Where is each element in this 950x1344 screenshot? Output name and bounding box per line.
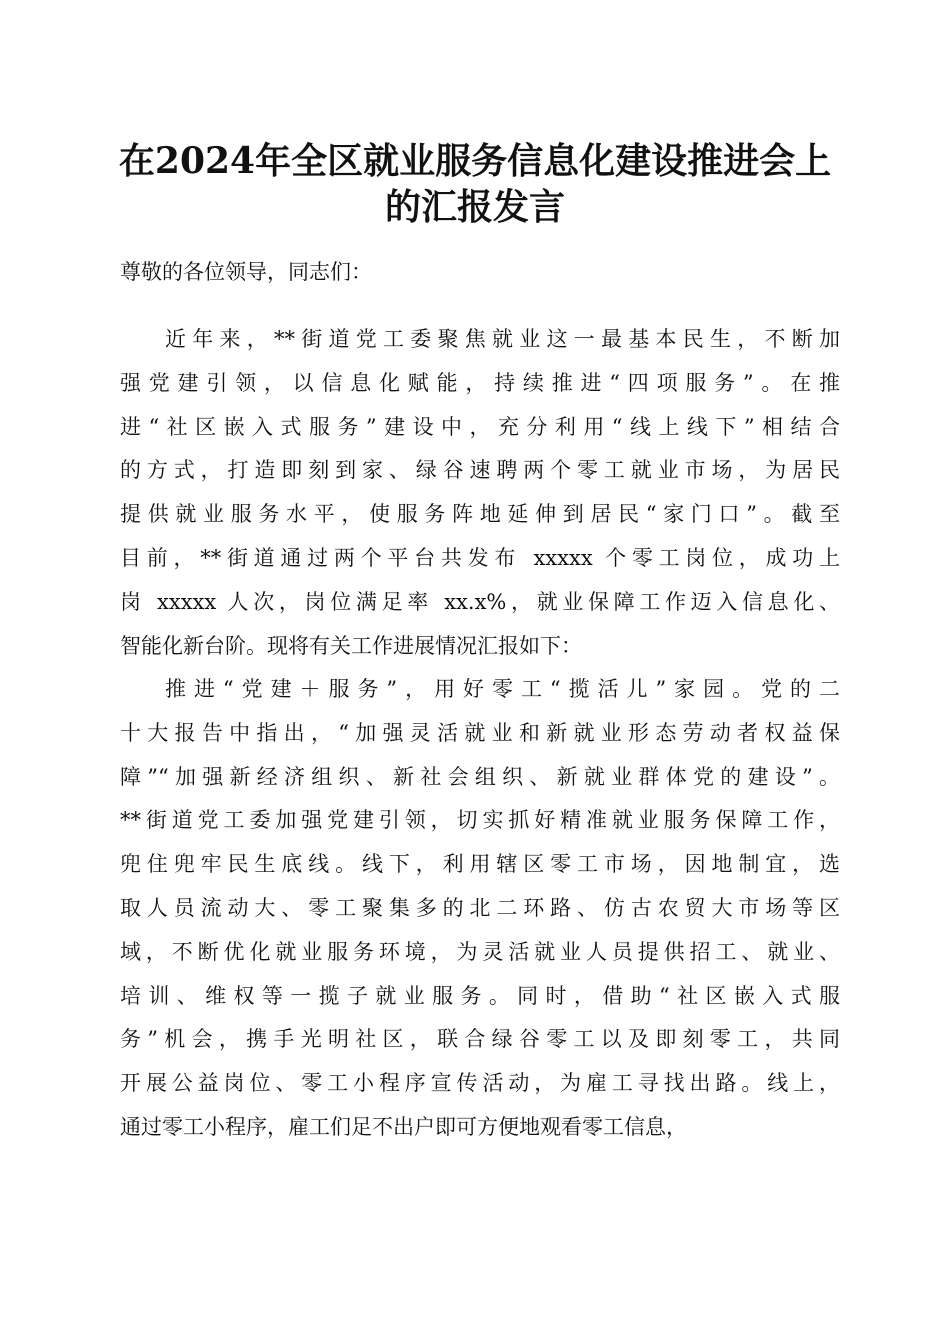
paragraph-line: **街道党工委加强党建引领，切实抓好精准就业服务保障工作， [120,808,840,833]
salutation: 尊敬的各位领导，同志们： [120,260,372,284]
paragraph-line: 近年来，**街道党工委聚焦就业这一最基本民生，不断加 [165,327,840,351]
paragraph-line: 岗 xxxxx 人次，岗位满足率 xx.x%，就业保障工作迈入信息化、 [120,589,840,614]
paragraph-line: 培训、维权等一揽子就业服务。同时，借助“社区嵌入式服 [120,983,840,1008]
paragraph-line: 智能化新台阶。现将有关工作进展情况汇报如下： [120,633,582,658]
paragraph-line: 通过零工小程序，雇工们足不出户即可方便地观看零工信息， [120,1114,687,1139]
paragraph-line: 障”“加强新经济组织、新社会组织、新就业群体党的建设”。 [120,764,840,789]
document-title-line-2: 的汇报发言 [384,186,565,228]
paragraph-line: 推进“党建＋服务”，用好零工“揽活儿”家园。党的二 [165,677,840,701]
paragraph-line: 开展公益岗位、零工小程序宣传活动，为雇工寻找出路。线上， [120,1071,840,1096]
paragraph-line: 强党建引领，以信息化赋能，持续推进“四项服务”。在推 [120,370,840,395]
paragraph-line: 的方式，打造即刻到家、绿谷速聘两个零工就业市场，为居民 [120,458,840,483]
paragraph-2 [120,668,840,1150]
paragraph-line: 务”机会，携手光明社区，联合绿谷零工以及即刻零工，共同 [120,1027,840,1052]
paragraph-line: 目前，**街道通过两个平台共发布 xxxxx 个零工岗位，成功上 [120,545,840,570]
paragraph-line: 取人员流动大、零工聚集多的北二环路、仿古农贸大市场等区 [120,895,840,920]
paragraph-line: 提供就业服务水平，使服务阵地延伸到居民“家门口”。截至 [120,502,840,527]
paragraph-line: 兜住兜牢民生底线。线下，利用辖区零工市场，因地制宜，选 [120,852,840,877]
paragraph-line: 进“社区嵌入式服务”建设中，充分利用“线上线下”相结合 [120,414,840,439]
document-title-line-1: 在2024年全区就业服务信息化建设推进会上 [118,140,832,182]
paragraph-line: 域，不断优化就业服务环境，为灵活就业人员提供招工、就业、 [120,939,840,964]
paragraph-line: 十大报告中指出，“加强灵活就业和新就业形态劳动者权益保 [120,720,840,745]
paragraph-1 [120,318,840,668]
